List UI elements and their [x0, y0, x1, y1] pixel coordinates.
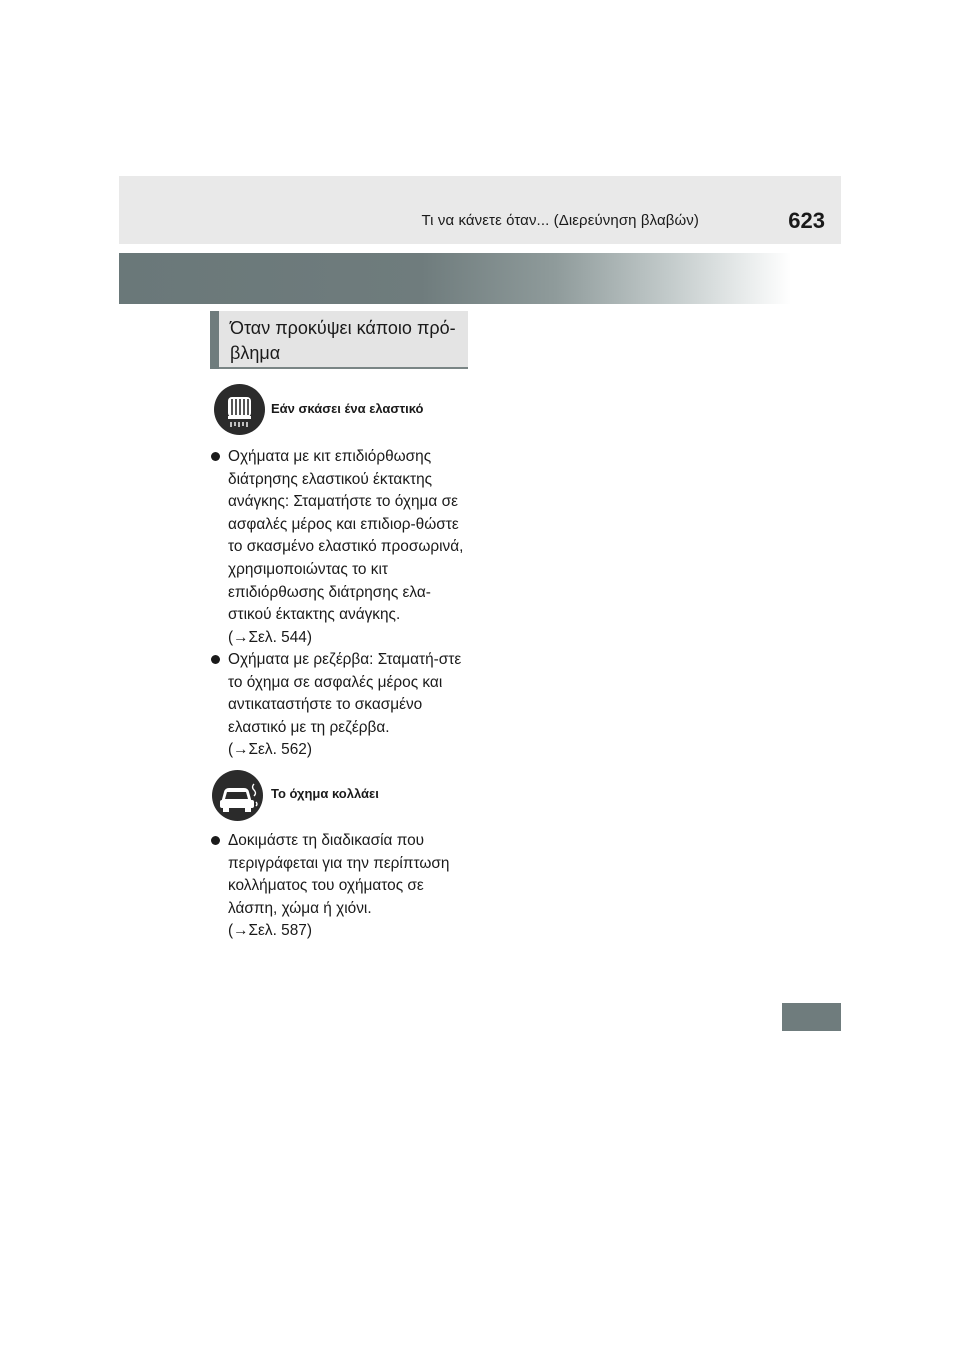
stuck-vehicle-icon — [212, 770, 263, 821]
flat-tire-icon — [214, 384, 265, 435]
heading-accent-bar — [210, 311, 219, 369]
bullet-dot — [211, 836, 220, 845]
chapter-banner — [119, 253, 791, 304]
page-header — [119, 176, 841, 244]
bullet-text: Δοκιμάστε τη διαδικασία που περιγράφεται για την περίπτωση κολλήματος του οχήματος σε λάσπη, χώμα ή χιόνι. — [228, 832, 450, 917]
flat-tire-label: Εάν σκάσει ένα ελαστικό — [271, 401, 424, 416]
page-reference: (→Σελ. 562) — [228, 741, 312, 759]
list-item — [210, 830, 468, 943]
page-reference: (→Σελ. 544) — [228, 628, 312, 646]
page-number: 623 — [788, 208, 825, 233]
list-item — [210, 649, 468, 762]
page-reference: (→Σελ. 587) — [228, 922, 312, 940]
section-heading — [210, 311, 468, 369]
chapter-title: Τι να κάνετε όταν... (Διερεύνηση βλαβών) — [421, 212, 699, 229]
bullet-text: Οχήματα με κιτ επιδιόρθωσης διάτρησης ελαστικού έκτακτης ανάγκης: Σταματήστε το όχημα σε ασφαλές μέρος και επιδιορ-θώστε το σκασμένο ελαστικό προσωρινά, χρησιμοποιώντας το κιτ επιδιόρθωσης διάτρησης ελα-στικού έκτακτης ανάγκης. — [228, 448, 464, 624]
section-title: Όταν προκύψει κάποιο πρό-βλημα — [230, 318, 456, 363]
bullet-dot — [211, 655, 220, 664]
list-item — [210, 446, 468, 649]
chapter-tab — [782, 1003, 841, 1031]
bullet-dot — [211, 452, 220, 461]
bullet-text: Οχήματα με ρεζέρβα: Σταματή-στε το όχημα σε ασφαλές μέρος και αντικαταστήστε το σκασμένο ελαστικό με τη ρεζέρβα. — [228, 651, 462, 736]
stuck-vehicle-label: Το όχημα κολλάει — [271, 786, 379, 801]
